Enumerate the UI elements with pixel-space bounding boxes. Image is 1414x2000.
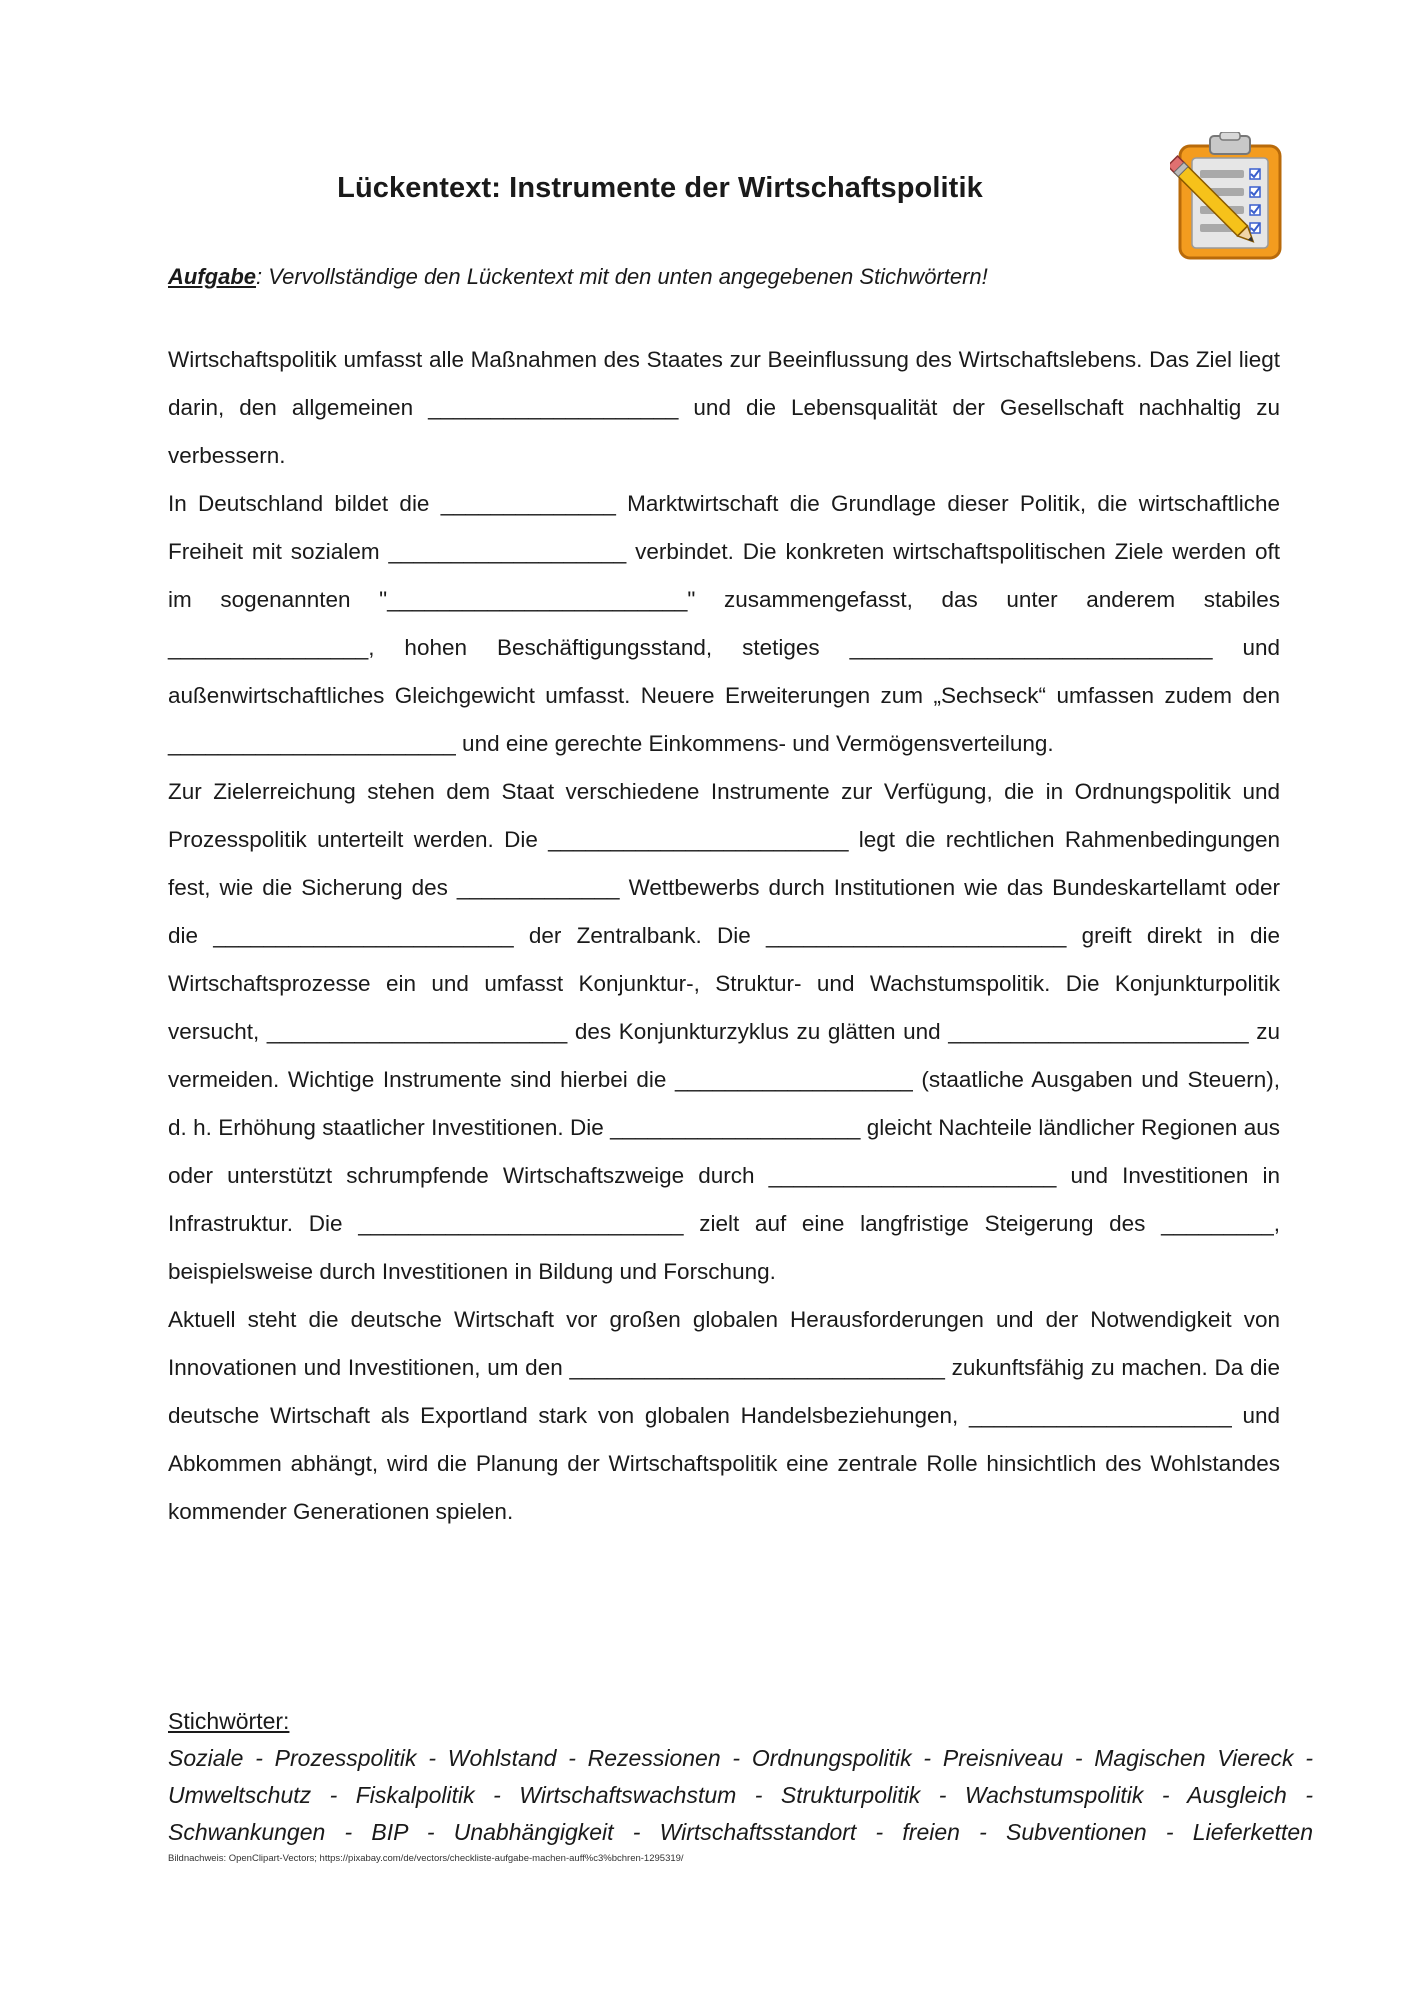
task-text: : Vervollständige den Lückentext mit den unten angegebenen Stichwörtern!: [256, 264, 988, 289]
task-instruction: [168, 264, 1288, 290]
paragraph-instruments: Zur Zielerreichung stehen dem Staat verschiedene Instrumente zur Verfügung, die in Ordnungspolitik und Prozesspolitik unterteilt werden. Die ________________________ legt die rechtlichen Rahmenbedingungen fest, wie die Sicherung des _____________ Wettbewerbs durch Institutionen wie das Bundeskartellamt oder die ________________________ der Zentralbank. Die ________________________ greift direkt in die Wirtschaftsprozesse ein und umfasst Konjunktur-, Struktur- und Wachstumspolitik. Die Konjunkturpolitik versucht, ________________________ des Konjunkturzyklus zu glätten und ________________________ zu vermeiden. Wichtige Instrumente sind hierbei die ___________________ (staatliche Ausgaben und Steuern), d. h. Erhöhung staatlicher Investitionen. Die ____________________ gleicht Nachteile ländlicher Regionen aus oder unterstützt schrumpfende Wirtschaftszweige durch _______________________ und Investitionen in Infrastruktur. Die __________________________ zielt auf eine langfristige Steigerung des _________, beispielsweise durch Investitionen in Bildung und Forschung.: [168, 779, 1280, 1284]
keywords-list: Soziale - Prozesspolitik - Wohlstand - Rezessionen - Ordnungspolitik - Preisniveau - Magischen Viereck - Umweltschutz - Fiskalpolitik - Wirtschaftswachstum - Strukturpolitik - Wachstumspolitik - Ausgleich - Schwankungen - BIP - Unabhängigkeit - Wirtschaftsstandort - freien - Subventionen - Lieferketten: [168, 1745, 1313, 1845]
image-credit: Bildnachweis: OpenClipart-Vectors; https://pixabay.com/de/vectors/checkliste-aufgabe-machen-auff%c3%bchren-1295319/: [168, 1853, 684, 1864]
paragraph-outlook: Aktuell steht die deutsche Wirtschaft vor großen globalen Herausforderungen und der Notwendigkeit von Innovationen und Investitionen, um den ______________________________ zukunftsfähig zu machen. Da die deutsche Wirtschaft als Exportland stark von globalen Handelsbeziehungen, _____________________ und Abkommen abhängt, wird die Planung der Wirtschaftspolitik eine zentrale Rolle hinsichtlich des Wohlstandes kommender Generationen spielen.: [168, 1307, 1280, 1524]
paragraph-goals: In Deutschland bildet die ______________ Marktwirtschaft die Grundlage dieser Politik, die wirtschaftliche Freiheit mit sozialem ___________________ verbindet. Die konkreten wirtschaftspolitischen Ziele werden oft im sogenannten "________________________" zusammengefasst, das unter anderem stabiles ________________, hohen Beschäftigungsstand, stetiges _____________________________ und außenwirtschaftliches Gleichgewicht umfasst. Neuere Erweiterungen zum „Sechseck“ umfassen zudem den _______________________ und eine gerechte Einkommens- und Vermögensverteilung.: [168, 491, 1280, 756]
keywords-heading: Stichwörter:: [168, 1708, 290, 1734]
paragraph-intro: Wirtschaftspolitik umfasst alle Maßnahmen des Staates zur Beeinflussung des Wirtschaftslebens. Das Ziel liegt darin, den allgemeinen ____________________ und die Lebensqualität der Gesellschaft nachhaltig zu verbessern.: [168, 347, 1280, 468]
cloze-text: [168, 336, 1280, 1536]
task-label: Aufgabe: [168, 264, 256, 289]
page-title: Lückentext: Instrumente der Wirtschaftspolitik: [337, 172, 983, 204]
clipboard-checklist-icon: [1170, 132, 1290, 262]
